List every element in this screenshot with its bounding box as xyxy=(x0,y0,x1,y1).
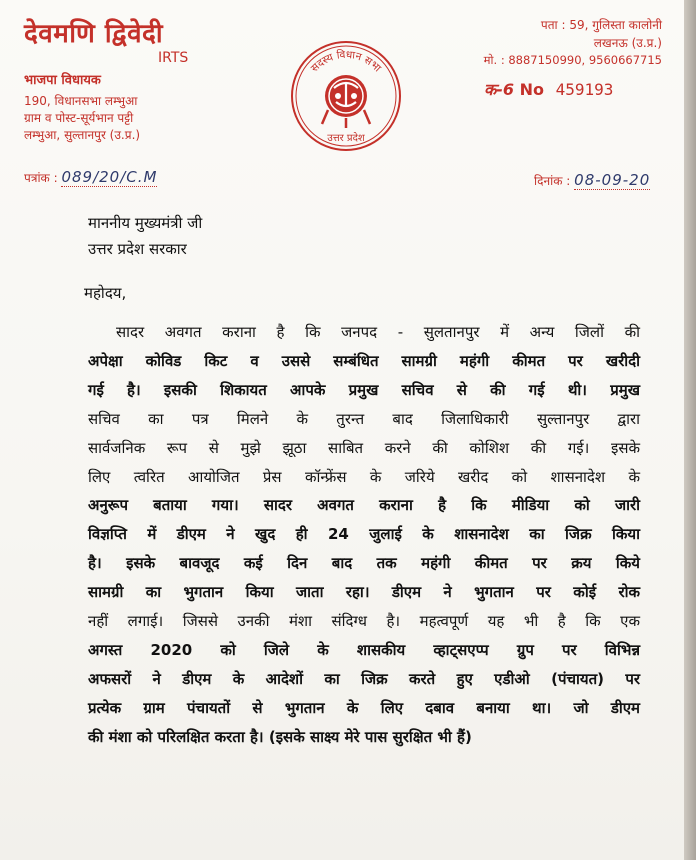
body-line: की मंशा को परिलक्षित करता है। (इसके साक्ष्य मेरे पास सुरक्षित भी हैं) xyxy=(88,727,472,746)
serial-number xyxy=(484,78,613,100)
letter-date xyxy=(534,171,650,190)
serial-value: 459193 xyxy=(555,80,614,99)
reference-number xyxy=(24,168,157,187)
lucknow-address-line: पता : 59, गुलिस्ता कालोनी xyxy=(540,18,662,32)
serial-label: No xyxy=(519,80,545,99)
body-line: नहीं लगाई। जिससे उनकी मंशा संदिग्ध है। महत्वपूर्ण यह भी है कि एक xyxy=(88,612,640,631)
mobile-numbers: मो. : 8887150990, 9560667715 xyxy=(483,53,662,67)
letter-salutation xyxy=(84,210,648,308)
body-line: अपेक्षा कोविड किट व उससे सम्बंधित सामग्री महंगी कीमत पर खरीदी xyxy=(88,351,640,370)
lucknow-address-line: लखनऊ (उ.प्र.) xyxy=(593,36,662,50)
svg-text:उत्तर प्रदेश: उत्तर प्रदेश xyxy=(327,133,365,144)
body-line: प्रत्येक ग्राम पंचायतों से भुगतान के लिए दबाव बनाया था। जो डीएम xyxy=(88,698,640,717)
paper-edge xyxy=(684,0,696,860)
body-line: अनुरूप बताया गया। सादर अवगत कराना है कि मीडिया को जारी xyxy=(88,496,640,515)
body-line: सचिव का पत्र मिलने के तुरन्त बाद जिलाधिकारी सुल्तानपुर द्वारा xyxy=(88,409,640,428)
assembly-seal-icon xyxy=(288,38,404,154)
reference-label: पत्रांक : xyxy=(24,171,58,185)
reference-value: 089/20/C.M xyxy=(61,168,158,186)
greeting: महोदय, xyxy=(84,284,127,302)
body-line: सामग्री का भुगतान किया जाता रहा। डीएम ने भुगतान पर कोई रोक xyxy=(88,583,640,602)
sender-role: भाजपा विधायक xyxy=(24,73,101,88)
date-value: 08-09-20 xyxy=(574,171,651,189)
sender-address-line: लम्भुआ, सुल्तानपुर (उ.प्र.) xyxy=(24,128,141,142)
body-line: विज्ञप्ति में डीएम ने खुद ही 24 जुलाई के शासनादेश का जिक्र किया xyxy=(88,525,640,544)
body-line: सादर अवगत कराना है कि जनपद - सुलतानपुर में अन्य जिलों की xyxy=(116,323,640,341)
serial-prefix: क-6 xyxy=(484,80,515,99)
letter-body xyxy=(88,318,640,752)
sender-address-line: ग्राम व पोस्ट-सूर्यभान पट्टी xyxy=(24,111,134,125)
body-line: गई है। इसकी शिकायत आपके प्रमुख सचिव से की गई थी। प्रमुख xyxy=(88,380,640,399)
body-line: सार्वजनिक रूप से मुझे झूठा साबित करने की कोशिश की गई। इसके xyxy=(88,438,640,457)
sender-address-line: 190, विधानसभा लम्भुआ xyxy=(24,94,138,108)
body-line: अगस्त 2020 को जिले के शासकीय व्हाट्सएप्प ग्रुप पर विभिन्न xyxy=(88,640,640,659)
recipient-office: उत्तर प्रदेश सरकार xyxy=(88,240,187,258)
sender-name: देवमणि द्विवेदी xyxy=(24,19,164,49)
date-label: दिनांक : xyxy=(534,174,571,188)
body-line: लिए त्वरित आयोजित प्रेस कॉन्फ्रेंस के जरिये खरीद को शासनादेश के xyxy=(88,467,640,486)
body-line: है। इसके बावजूद कई दिन बाद तक महंगी कीमत पर क्रय किये xyxy=(88,554,640,573)
recipient-title: माननीय मुख्यमंत्री जी xyxy=(88,214,203,232)
sender-service: IRTS xyxy=(158,50,189,66)
body-line: अफसरों ने डीएम के आदेशों का जिक्र करते हुए एडीओ (पंचायत) पर xyxy=(88,669,640,688)
svg-text:सदस्य विधान सभा: सदस्य विधान सभा xyxy=(308,48,384,75)
